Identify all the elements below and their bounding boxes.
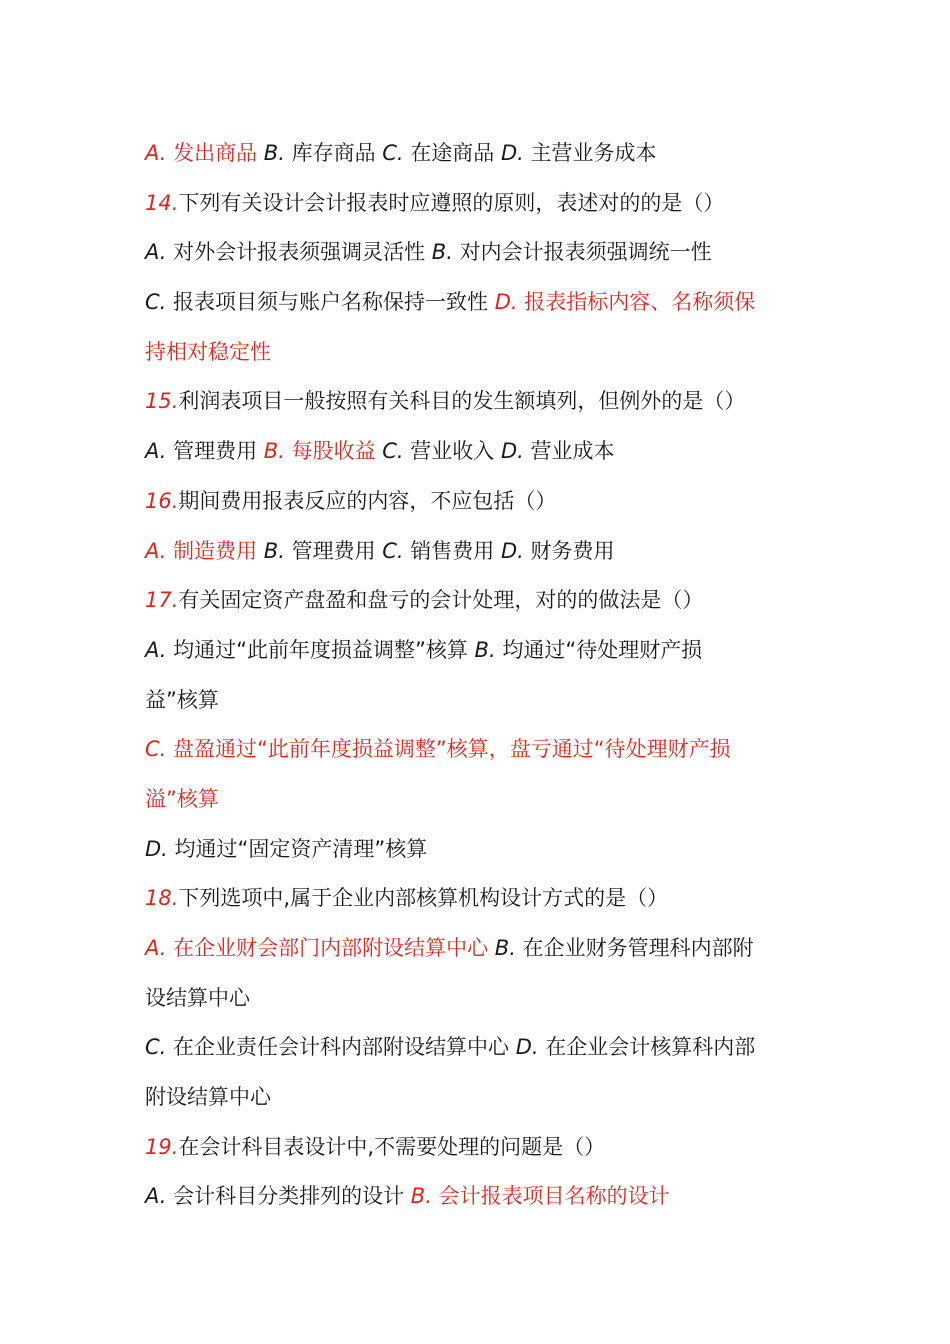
item-marker: B. (474, 637, 496, 662)
text-line (145, 576, 825, 626)
item-marker: B. (494, 936, 516, 960)
document-page (145, 129, 825, 1222)
text-segment: 管理费用 (166, 439, 264, 464)
item-marker: C. (382, 439, 404, 464)
text-segment: 溢”核算 (145, 786, 219, 811)
text-line (145, 1023, 825, 1073)
text-segment: 营业成本 (523, 439, 615, 464)
text-line (145, 377, 825, 427)
text-segment: 财务费用 (523, 538, 615, 563)
item-marker: B. (263, 141, 285, 165)
text-segment: 在企业财会部门内部附设结算中心 (166, 936, 495, 960)
text-segment: 报表指标内容、名称须保 (517, 290, 756, 315)
text-line (145, 179, 825, 229)
text-segment: 发出商品 (166, 141, 264, 165)
text-segment: 下列选项中,属于企业内部核算机构设计方式的是（） (178, 886, 669, 911)
item-marker: D. (500, 141, 524, 165)
text-segment: 在会计科目表设计中,不需要处理的问题是（） (178, 1134, 606, 1159)
text-line (145, 626, 825, 676)
text-segment: 益”核算 (145, 687, 219, 712)
item-marker: 15. (145, 389, 179, 414)
text-segment: 设结算中心 (145, 985, 250, 1010)
text-segment: 均通过“待处理财产损 (495, 637, 703, 662)
text-segment: 在途商品 (403, 141, 501, 165)
text-segment: 会计报表项目名称的设计 (431, 1184, 670, 1209)
item-marker: B. (410, 1184, 432, 1209)
text-segment: 对内会计报表须强调统一性 (452, 240, 712, 265)
text-line (145, 278, 825, 328)
text-segment: 下列有关设计会计报表时应遵照的原则，表述对的的是（） (178, 190, 725, 215)
text-segment: 主营业务成本 (523, 141, 657, 165)
text-segment: 营业收入 (403, 439, 501, 464)
item-marker: A. (145, 637, 167, 662)
text-segment: 在企业财务管理科内部附 (515, 936, 754, 960)
item-marker: C. (382, 538, 404, 563)
item-marker: A. (145, 240, 167, 265)
text-line (145, 825, 825, 875)
text-segment: 销售费用 (403, 538, 501, 563)
text-line (145, 527, 825, 577)
item-marker: A. (145, 538, 167, 563)
item-marker: A. (145, 141, 167, 165)
item-marker: 16. (145, 488, 179, 513)
item-marker: D. (145, 836, 168, 861)
text-segment: 盘盈通过“此前年度损益调整”核算，盘亏通过“待处理财产损 (166, 737, 731, 762)
text-segment: 会计科目分类排列的设计 (166, 1184, 411, 1209)
text-line (145, 1123, 825, 1173)
text-segment: 每股收益 (284, 439, 383, 464)
text-line (145, 874, 825, 924)
item-marker: D. (500, 538, 524, 563)
item-marker: A. (145, 439, 167, 464)
text-line (145, 427, 825, 477)
item-marker: B. (263, 439, 285, 464)
item-marker: 19. (145, 1134, 179, 1159)
text-segment: 在企业责任会计科内部附设结算中心 (166, 1035, 516, 1060)
text-segment: 对外会计报表须强调灵活性 (166, 240, 432, 265)
text-segment: 均通过“此前年度损益调整”核算 (166, 637, 475, 662)
text-segment: 库存商品 (284, 141, 383, 165)
item-marker: C. (145, 1035, 167, 1060)
text-segment: 制造费用 (166, 538, 264, 563)
text-line (145, 924, 825, 974)
item-marker: A. (145, 1184, 167, 1209)
text-segment: 管理费用 (284, 538, 383, 563)
item-marker: B. (431, 240, 453, 265)
text-line (145, 775, 825, 825)
text-line (145, 129, 825, 179)
text-segment: 报表项目须与账户名称保持一致性 (166, 290, 495, 315)
text-segment: 利润表项目一般按照有关科目的发生额填列，但例外的是（） (178, 389, 746, 414)
item-marker: C. (145, 737, 167, 762)
text-line (145, 725, 825, 775)
text-line (145, 228, 825, 278)
item-marker: C. (382, 141, 404, 165)
text-line (145, 974, 825, 1024)
item-marker: C. (145, 290, 167, 315)
item-marker: 14. (145, 190, 179, 215)
text-line (145, 328, 825, 378)
item-marker: D. (494, 290, 518, 315)
item-marker: D. (515, 1035, 539, 1060)
text-segment: 均通过“固定资产清理”核算 (167, 836, 428, 861)
text-line (145, 477, 825, 527)
item-marker: A. (145, 936, 167, 960)
item-marker: 17. (145, 588, 179, 613)
text-line (145, 1073, 825, 1123)
text-line (145, 676, 825, 726)
item-marker: 18. (145, 886, 179, 911)
text-segment: 期间费用报表反应的内容，不应包括（） (178, 488, 557, 513)
item-marker: B. (263, 538, 285, 563)
text-segment: 附设结算中心 (145, 1085, 271, 1110)
item-marker: D. (500, 439, 524, 464)
text-segment: 在企业会计核算科内部 (538, 1035, 756, 1060)
text-line (145, 1172, 825, 1222)
text-segment: 持相对稳定性 (145, 339, 271, 364)
text-segment: 有关固定资产盘盈和盘亏的会计处理，对的的做法是（） (178, 588, 704, 613)
